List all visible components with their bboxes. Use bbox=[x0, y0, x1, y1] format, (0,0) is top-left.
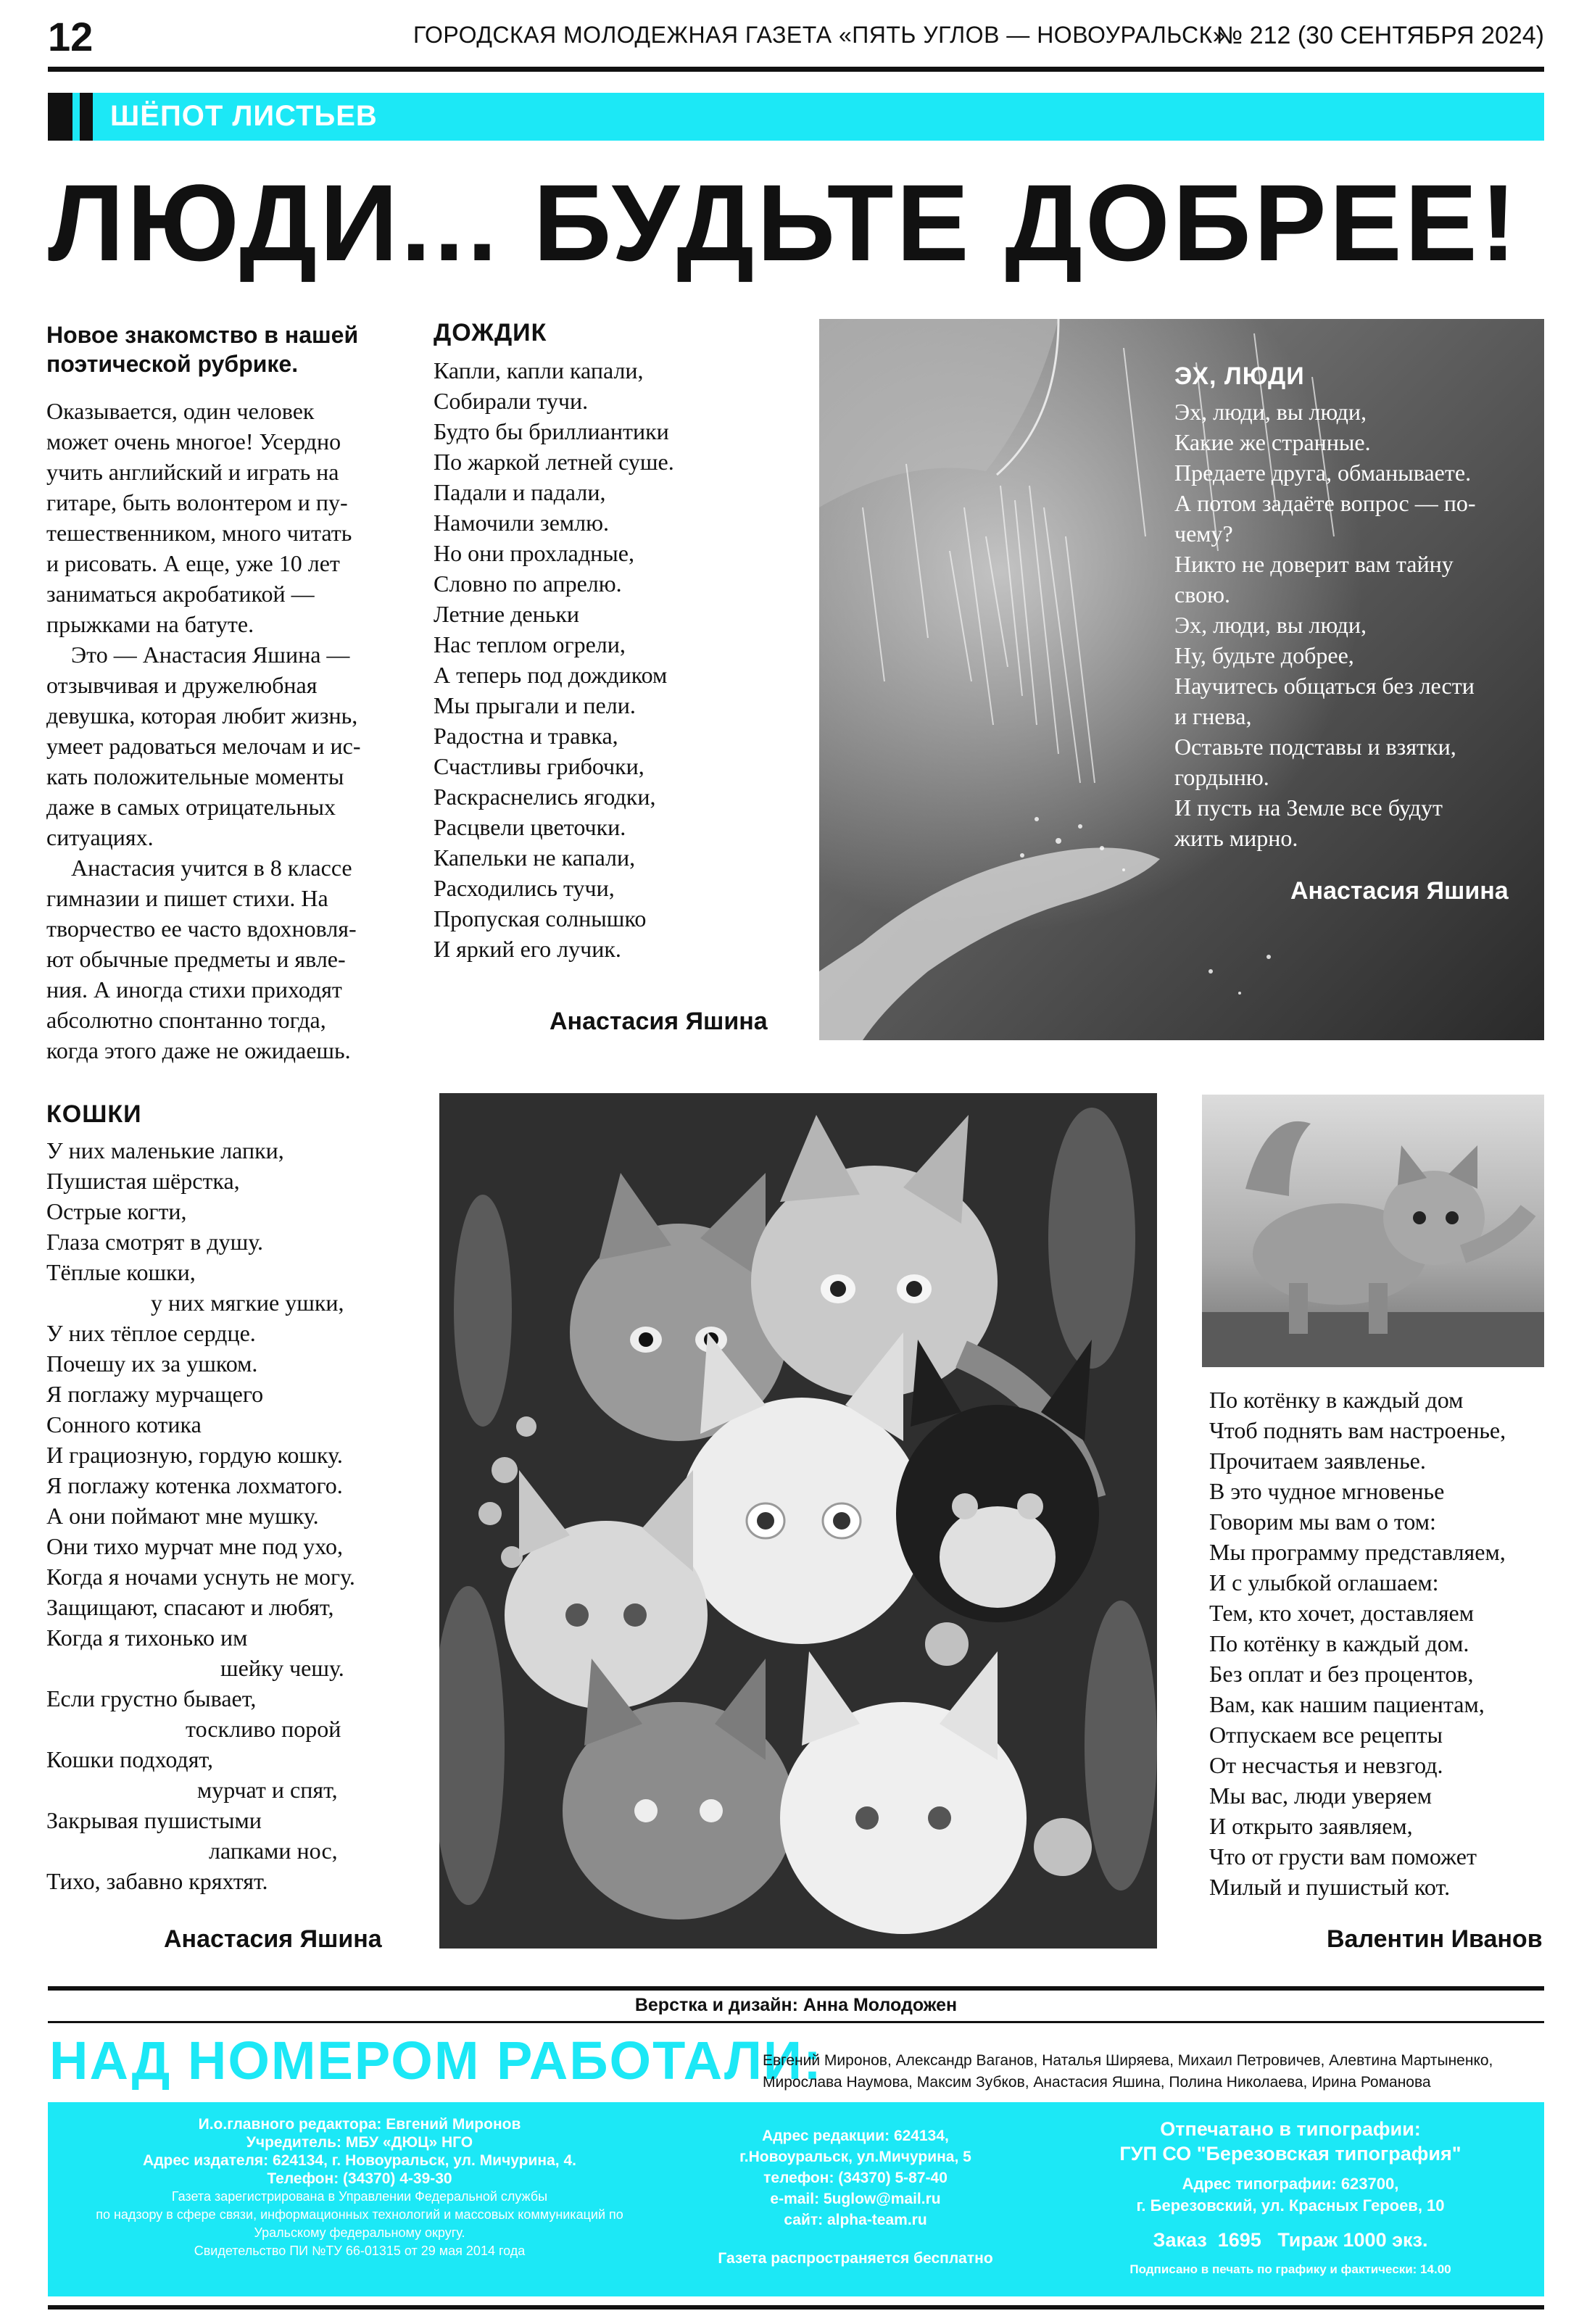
poem-people bbox=[1174, 362, 1537, 853]
poem-line: И пусть на Земле все будут bbox=[1174, 794, 1443, 821]
poem-line: Оставьте подставы и взятки, bbox=[1174, 734, 1456, 760]
text-line: творчество ее часто вдохновля- bbox=[46, 916, 357, 942]
poem-line: Мы вас, люди уверяем bbox=[1209, 1783, 1432, 1809]
poem-rain-title: ДОЖДИК bbox=[434, 319, 547, 346]
poem-line: и гнева, bbox=[1174, 703, 1252, 729]
text-line: ситуациях. bbox=[46, 824, 154, 850]
poem-line: Радостна и травка, bbox=[434, 723, 618, 749]
poem-line: По жаркой летней суше. bbox=[434, 449, 674, 475]
poem-line: А они поймают мне мушку. bbox=[46, 1503, 319, 1529]
poem-line: Они тихо мурчат мне под ухо, bbox=[46, 1533, 343, 1559]
imprint-publisher bbox=[48, 2115, 671, 2260]
poem-line: Расходились тучи, bbox=[434, 875, 615, 901]
poem-line: Если грустно бывает, bbox=[46, 1685, 257, 1711]
poem-cats-title: КОШКИ bbox=[46, 1100, 142, 1128]
poem-line: тоскливо порой bbox=[46, 1716, 341, 1742]
text-line: отзывчивая и дружелюбная bbox=[46, 672, 318, 698]
poem-line: Капли, капли капали, bbox=[434, 357, 644, 383]
poem-line: Раскраснелись ягодки, bbox=[434, 784, 656, 810]
poem-line: Острые когти, bbox=[46, 1198, 187, 1224]
poem-line: Намочили землю. bbox=[434, 510, 610, 536]
imprint-line: Адрес типографии: 623700, bbox=[1182, 2175, 1399, 2193]
poem-line: Будто бы бриллиантики bbox=[434, 418, 669, 444]
text-line: Это — Анастасия Яшина — bbox=[71, 642, 350, 668]
poem-line: Тем, кто хочет, доставляем bbox=[1209, 1600, 1474, 1626]
text-line: может очень многое! Усердно bbox=[46, 428, 341, 455]
poem-line: Расцвели цветочки. bbox=[434, 814, 626, 840]
poem-line: Капельки не капали, bbox=[434, 844, 636, 871]
poem-line: Пушистая шёрстка, bbox=[46, 1168, 240, 1194]
imprint-line: Телефон: (34370) 4-39-30 bbox=[267, 2170, 452, 2187]
text-line: гитаре, быть волонтером и пу- bbox=[46, 489, 348, 515]
poem-line: гордыню. bbox=[1174, 764, 1269, 790]
text-line: учить английский и играть на bbox=[46, 459, 339, 485]
poem-line: А теперь под дождиком bbox=[434, 662, 668, 688]
poem-line: И грациозную, гордую кошку. bbox=[46, 1442, 343, 1468]
imprint-line: И.о.главного редактора: Евгений Миронов bbox=[198, 2116, 521, 2133]
team-names bbox=[763, 2050, 1546, 2093]
poem-line: И яркий его лучик. bbox=[434, 936, 621, 962]
page-number: 12 bbox=[48, 14, 94, 59]
imprint-line: ГУП СО "Березовская типография" bbox=[1119, 2143, 1462, 2165]
kittens-image bbox=[439, 1093, 1157, 1949]
poem-rain-body bbox=[434, 355, 796, 964]
poem-cats-body bbox=[46, 1135, 409, 1896]
poem-line: Когда я ночами уснуть не могу. bbox=[46, 1564, 355, 1590]
imprint-line: Газета зарегистрирована в Управлении Федеральной службы bbox=[171, 2189, 548, 2204]
text-line: девушка, которая любит жизнь, bbox=[46, 702, 358, 729]
team-names-line: Мирослава Наумова, Максим Зубков, Анастасия Яшина, Полина Николаева, Ирина Романова bbox=[763, 2074, 1431, 2091]
imprint-line: по надзору в сфере связи, информационных технологий и массовых коммуникаций по bbox=[96, 2207, 623, 2222]
intro-lead bbox=[46, 320, 394, 378]
intro-paragraph-1 bbox=[46, 396, 394, 639]
poem-line: Падали и падали, bbox=[434, 479, 606, 505]
imprint-printer bbox=[1037, 2117, 1544, 2279]
lead-line: Новое знакомство в нашей bbox=[46, 322, 359, 348]
poem-line: Ну, будьте добрее, bbox=[1174, 642, 1354, 668]
poem-line: лапками нос, bbox=[46, 1838, 338, 1864]
poem-line: Я поглажу котенка лохматого. bbox=[46, 1472, 343, 1498]
text-line: даже в самых отрицательных bbox=[46, 794, 336, 820]
poem-line: Эх, люди, вы люди, bbox=[1174, 612, 1367, 638]
text-line: кать положительные моменты bbox=[46, 763, 344, 789]
imprint-line: г. Березовский, ул. Красных Героев, 10 bbox=[1136, 2196, 1445, 2215]
team-heading: НАД НОМЕРОМ РАБОТАЛИ: bbox=[49, 2030, 823, 2091]
lead-line: поэтической рубрике. bbox=[46, 351, 299, 377]
poem-line: Отпускаем все рецепты bbox=[1209, 1722, 1443, 1748]
poem-line: Я поглажу мурчащего bbox=[46, 1381, 264, 1407]
text-line: и рисовать. А еще, уже 10 лет bbox=[46, 550, 340, 576]
intro-paragraph-2 bbox=[46, 639, 394, 852]
cat-photo bbox=[1202, 1095, 1544, 1367]
poem-line: Глаза смотрят в душу. bbox=[46, 1229, 264, 1255]
issue-info: № 212 (30 СЕНТЯБРЯ 2024) bbox=[1216, 22, 1544, 49]
poem-line: Научитесь общаться без лести bbox=[1174, 673, 1475, 699]
poem-line: Никто не доверит вам тайну bbox=[1174, 551, 1454, 577]
poem-line: Прочитаем заявленье. bbox=[1209, 1448, 1426, 1474]
poem-line: жить мирно. bbox=[1174, 825, 1298, 851]
rain-photo bbox=[819, 319, 1544, 1040]
bottom-rule bbox=[48, 2305, 1544, 2310]
poem-line: Чтоб поднять вам настроенье, bbox=[1209, 1417, 1506, 1443]
imprint-line: Адрес издателя: 624134, г. Новоуральск, ул. Мичурина, 4. bbox=[143, 2152, 576, 2169]
poem-line: От несчастья и невзгод. bbox=[1209, 1752, 1443, 1778]
poem-line: Летние деньки bbox=[434, 601, 579, 627]
poem-line: И с улыбкой оглашаем: bbox=[1209, 1569, 1439, 1595]
poem-line: И открыто заявляем, bbox=[1209, 1813, 1413, 1839]
poem-line: У них маленькие лапки, bbox=[46, 1137, 284, 1163]
poem-line: Счастливы грибочки, bbox=[434, 753, 644, 779]
poem-line: По котёнку в каждый дом bbox=[1209, 1387, 1464, 1413]
poem-rain-author: Анастасия Яшина bbox=[550, 1008, 768, 1035]
poem-line: Собирали тучи. bbox=[434, 388, 589, 414]
imprint-editorial bbox=[696, 2125, 1015, 2269]
text-line: Оказывается, один человек bbox=[46, 398, 315, 424]
text-line: умеет радоваться мелочам и ис- bbox=[46, 733, 361, 759]
poem-line: Вам, как нашим пациентам, bbox=[1209, 1691, 1485, 1717]
poem-people-title: ЭХ, ЛЮДИ bbox=[1174, 362, 1305, 390]
poem-line: У них тёплое сердце. bbox=[46, 1320, 256, 1346]
poem-line: Мы прыгали и пели. bbox=[434, 692, 636, 718]
text-line: ют обычные предметы и явле- bbox=[46, 946, 346, 972]
layout-credit: Верстка и дизайн: Анна Молодожен bbox=[634, 1995, 958, 2015]
text-line: гимназии и пишет стихи. На bbox=[46, 885, 328, 911]
poem-cats-author: Анастасия Яшина bbox=[164, 1925, 382, 1953]
poem-line: По котёнку в каждый дом. bbox=[1209, 1630, 1469, 1656]
poem-line: Предаете друга, обманываете. bbox=[1174, 460, 1472, 486]
credits-rule bbox=[48, 2021, 1544, 2023]
poem-line: Милый и пушистый кот. bbox=[1209, 1874, 1451, 1900]
imprint-line: г.Новоуральск, ул.Мичурина, 5 bbox=[739, 2149, 971, 2165]
imprint-line: Уральскому федеральному округу. bbox=[254, 2225, 465, 2240]
headline: ЛЮДИ... БУДЬТЕ ДОБРЕЕ! bbox=[48, 162, 1520, 283]
poem-line: Тёплые кошки, bbox=[46, 1259, 196, 1285]
poem-line: Эх, люди, вы люди, bbox=[1174, 399, 1367, 425]
kittens-illustration bbox=[439, 1093, 1157, 1949]
poem-line: Закрывая пушистыми bbox=[46, 1807, 262, 1833]
rubric-marker bbox=[80, 93, 93, 141]
text-line: тешественником, много читать bbox=[46, 520, 352, 546]
poem-line: у них мягкие ушки, bbox=[46, 1290, 344, 1316]
header-rule bbox=[48, 67, 1544, 72]
imprint-line: Отпечатано в типографии: bbox=[1160, 2118, 1421, 2140]
imprint-line: Свидетельство ПИ №ТУ 66-01315 от 29 мая 2014 года bbox=[194, 2244, 526, 2258]
poem-line: Когда я тихонько им bbox=[46, 1624, 248, 1651]
poem-line: Говорим мы вам о том: bbox=[1209, 1508, 1436, 1535]
poem-kitten-author: Валентин Иванов bbox=[1327, 1925, 1543, 1953]
poem-line: чему? bbox=[1174, 520, 1233, 547]
poem-line: Что от грусти вам поможет bbox=[1209, 1843, 1477, 1869]
poem-line: Тихо, забавно кряхтят. bbox=[46, 1868, 268, 1894]
poem-line: Словно по апрелю. bbox=[434, 570, 622, 597]
poem-line: шейку чешу. bbox=[46, 1655, 344, 1681]
text-line: Анастасия учится в 8 классе bbox=[71, 855, 352, 881]
poem-line: Какие же странные. bbox=[1174, 429, 1371, 455]
poem-people-author: Анастасия Яшина bbox=[1290, 877, 1509, 905]
distribution-note: Газета распространяется бесплатно bbox=[718, 2250, 993, 2267]
text-line: ния. А иногда стихи приходят bbox=[46, 976, 342, 1003]
imprint-line: Учредитель: МБУ «ДЮЦ» НГО bbox=[246, 2134, 473, 2151]
poem-line: Пропуская солнышко bbox=[434, 905, 647, 931]
poem-line: В это чудное мгновенье bbox=[1209, 1478, 1445, 1504]
imprint-line: Адрес редакции: 624134, bbox=[762, 2128, 949, 2144]
intro-paragraph-3 bbox=[46, 852, 394, 1066]
poem-line: свою. bbox=[1174, 581, 1230, 607]
poem-line: Мы программу представляем, bbox=[1209, 1539, 1506, 1565]
poem-line: Сонного котика bbox=[46, 1411, 202, 1437]
text-line: когда этого даже не ожидаешь. bbox=[46, 1037, 351, 1063]
text-line: прыжками на батуте. bbox=[46, 611, 254, 637]
signed-info: Подписано в печать по графику и фактически: 14.00 bbox=[1129, 2262, 1451, 2276]
poem-line: Но они прохладные, bbox=[434, 540, 634, 566]
team-names-line: Евгений Миронов, Александр Ваганов, Наталья Ширяева, Михаил Петровичев, Алевтина Мартыненко, bbox=[763, 2052, 1493, 2069]
credits-rule bbox=[48, 1986, 1544, 1991]
poem-line: мурчат и спят, bbox=[46, 1777, 338, 1803]
imprint-line: сайт: alpha-team.ru bbox=[784, 2212, 927, 2228]
rubric-label: ШЁПОТ ЛИСТЬЕВ bbox=[110, 100, 378, 132]
cat-image bbox=[1202, 1095, 1544, 1367]
rubric-marker bbox=[48, 93, 72, 141]
poem-line: А потом задаёте вопрос — по- bbox=[1174, 490, 1476, 516]
text-line: заниматься акробатикой — bbox=[46, 581, 315, 607]
order-info: Заказ 1695 Тираж 1000 экз. bbox=[1153, 2229, 1428, 2251]
poem-line: Нас теплом огрели, bbox=[434, 631, 626, 657]
imprint-line: e-mail: 5uglow@mail.ru bbox=[770, 2191, 941, 2207]
poem-line: Без оплат и без процентов, bbox=[1209, 1661, 1474, 1687]
intro-article bbox=[46, 320, 394, 1066]
poem-people-body bbox=[1174, 397, 1537, 853]
imprint-line: телефон: (34370) 5-87-40 bbox=[763, 2170, 948, 2186]
poem-line: Кошки подходят, bbox=[46, 1746, 213, 1772]
poem-line: Защищают, спасают и любят, bbox=[46, 1594, 334, 1620]
poem-kitten-body bbox=[1209, 1385, 1550, 1902]
text-line: абсолютно спонтанно тогда, bbox=[46, 1007, 326, 1033]
newspaper-title: ГОРОДСКАЯ МОЛОДЕЖНАЯ ГАЗЕТА «ПЯТЬ УГЛОВ — НОВОУРАЛЬСК» bbox=[413, 22, 1227, 48]
poem-line: Почешу их за ушком. bbox=[46, 1350, 258, 1377]
